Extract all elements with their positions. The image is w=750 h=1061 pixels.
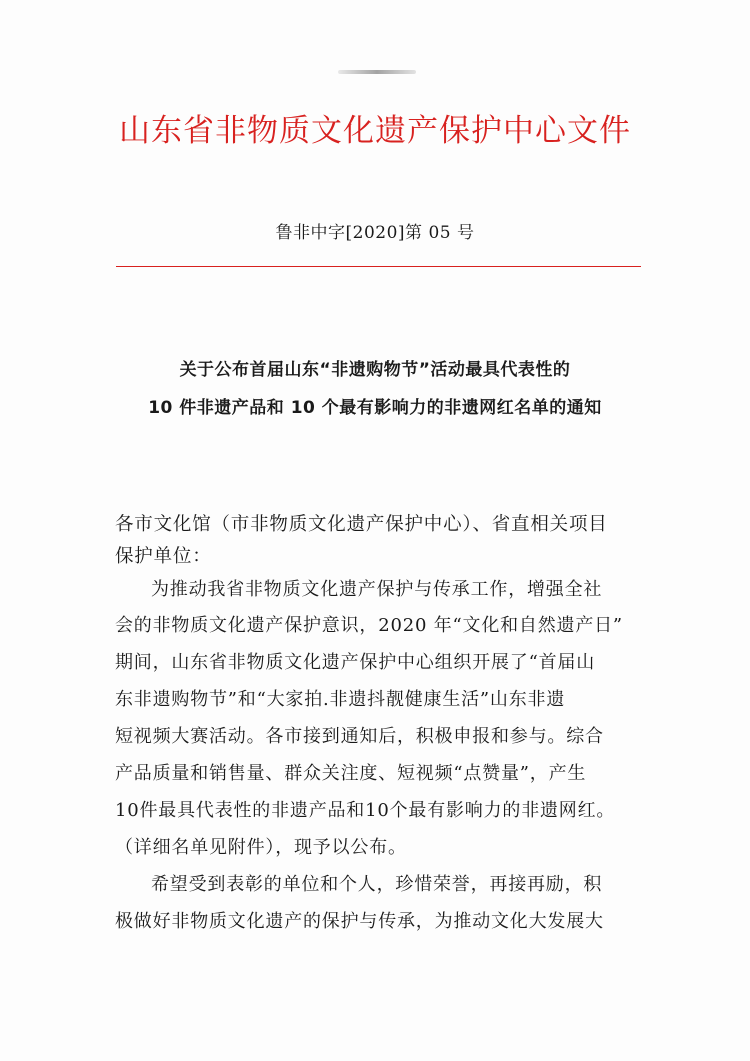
scan-artifact [338,70,416,74]
notice-title-line-1: 关于公布首届山东“非遗购物节”活动最具代表性的 [179,360,571,380]
paragraph-1-line: 短视频大赛活动。各市接到通知后，积极申报和参与。综合 [115,726,604,747]
paragraph-2-line: 极做好非物质文化遗产的保护与传承，为推动文化大发展大 [115,911,604,932]
document-number: 鲁非中字[2020]第 05 号 [275,223,475,243]
document-header-title: 山东省非物质文化遗产保护中心文件 [119,113,631,149]
paragraph-1-line: 东非遗购物节”和“大家拍.非遗抖靓健康生活”山东非遗 [115,689,566,710]
paragraph-2-line: 希望受到表彰的单位和个人，珍惜荣誉，再接再励，积 [151,874,603,895]
paragraph-1-line: （详细名单见附件），现予以公布。 [115,837,407,858]
header-divider [116,266,641,267]
paragraph-1-line: 产品质量和销售量、群众关注度、短视频“点赞量”，产生 [115,763,587,784]
paragraph-1-line: 会的非物质文化遗产保护意识，2020 年“文化和自然遗产日” [115,615,623,636]
paragraph-1-line: 10件最具代表性的非遗产品和10个最有影响力的非遗网红。 [115,800,616,821]
paragraph-1-line: 期间，山东省非物质文化遗产保护中心组织开展了“首届山 [115,652,595,673]
paragraph-1-line: 为推动我省非物质文化遗产保护与传承工作，增强全社 [151,579,603,600]
notice-title-line-2: 10 件非遗产品和 10 个最有影响力的非遗网红名单的通知 [148,398,602,418]
salutation-line-2: 保护单位： [115,546,212,567]
salutation-line-1: 各市文化馆（市非物质文化遗产保护中心）、省直相关项目 [115,514,608,535]
